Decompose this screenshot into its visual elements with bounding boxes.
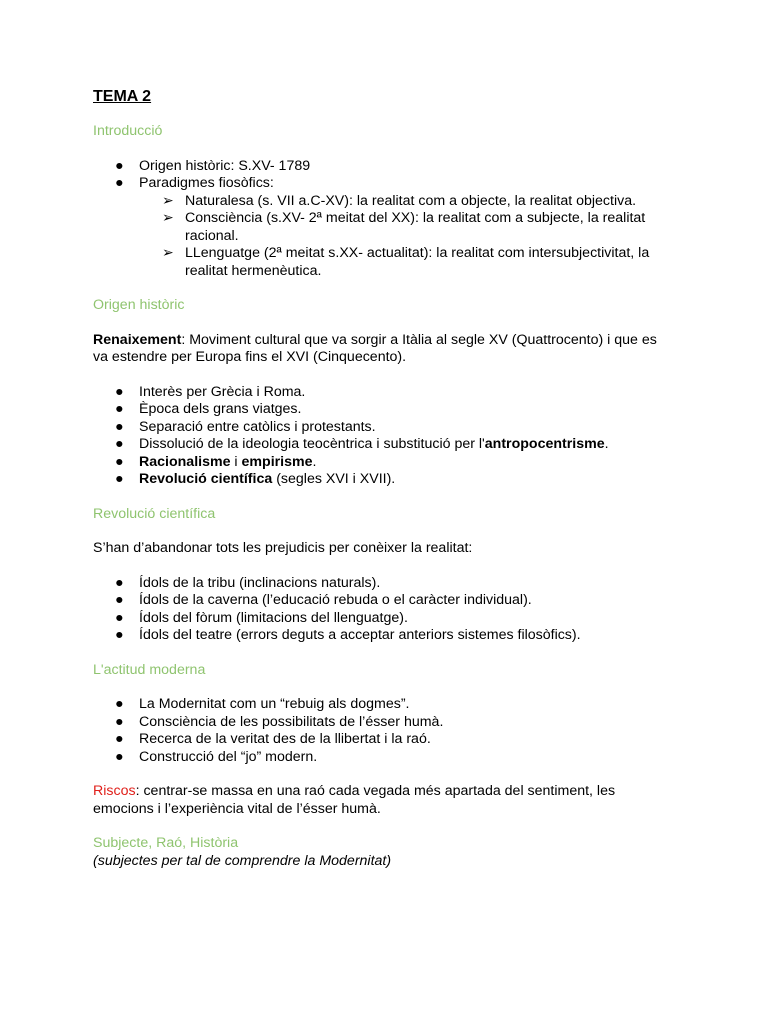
list-item-text: Ídols de la caverna (l’educació rebuda o el caràcter individual). (139, 592, 532, 608)
sublist-item-text: Consciència (s.XV- 2ª meitat del XX): la realitat com a subjecte, la realitat racional. (185, 210, 646, 244)
list-item (93, 471, 673, 489)
arrow-bullet-icon: ➢ (162, 245, 174, 261)
list-item (93, 454, 673, 472)
list-item-text-part: (segles XVI i XVII). (272, 471, 396, 487)
section-heading-introduccio: Introducció (93, 123, 163, 139)
bullet-icon: ● (115, 574, 124, 591)
antropocentrisme-term: antropocentrisme (484, 436, 605, 452)
list-item-text (139, 454, 316, 470)
sublist-item (139, 210, 673, 245)
document-title: TEMA 2 (93, 88, 152, 105)
section-heading-revolucio-cientifica: Revolució científica (93, 505, 216, 522)
list-item-text: Separació entre catòlics i protestants. (139, 418, 376, 435)
sublist-item (139, 245, 673, 280)
bullet-icon: ● (115, 401, 124, 417)
section-heading-origen-historic: Origen històric (93, 297, 185, 313)
list-item (93, 401, 673, 419)
paradigms-sublist (139, 193, 673, 281)
revolucio-cientifica-term: Revolució científica (139, 471, 273, 487)
list-item-text: Paradigmes fiosòfics: (139, 175, 274, 191)
bullet-icon: ● (115, 696, 124, 712)
bullet-icon: ● (115, 383, 124, 400)
actitud-list (93, 696, 673, 766)
list-item-text: La Modernitat com un “rebuig als dogmes”. (139, 696, 410, 712)
bullet-icon: ● (115, 592, 124, 608)
list-item (93, 627, 673, 645)
document-page (93, 87, 673, 870)
bullet-icon: ● (115, 436, 124, 452)
subjecte-note: (subjectes per tal de comprendre la Modernitat) (93, 852, 392, 869)
idols-list (93, 575, 673, 645)
list-item-text: Interès per Grècia i Roma. (139, 383, 306, 400)
riscos-text: : centrar-se massa en una raó cada vegada més apartada del sentiment, les emocions i l’experiència vital de l’ésser humà. (93, 783, 616, 817)
sublist-item-text: Naturalesa (s. VII a.C-XV): la realitat com a objecte, la realitat objectiva. (185, 192, 637, 209)
empirisme-term: empirisme (241, 453, 313, 470)
list-item-text: Època dels grans viatges. (139, 401, 302, 417)
list-item (93, 384, 673, 402)
arrow-bullet-icon: ➢ (162, 192, 174, 209)
list-item-text: Consciència de les possibilitats de l’ésser humà. (139, 713, 444, 730)
list-item-text-part: . (604, 436, 609, 452)
list-item (93, 158, 673, 176)
section-heading-subjecte-rao-historia: Subjecte, Raó, Història (93, 835, 239, 851)
revolucio-intro-paragraph: S’han d’abandonar tots les prejudicis per conèixer la realitat: (93, 540, 473, 556)
riscos-label: Riscos (93, 783, 136, 799)
renaixement-definition: : Moviment cultural que va sorgir a Itàlia al segle XV (Quattrocento) i que es va estendre per Europa fins el XVI (Cinquecento). (93, 331, 657, 365)
list-item-text: Ídols del fòrum (limitacions del llenguatge). (139, 609, 408, 626)
list-item-text: Construcció del “jo” modern. (139, 748, 318, 765)
intro-list (93, 158, 673, 281)
sublist-item-text: LLenguatge (2ª meitat s.XX- actualitat): la realitat com intersubjectivitat, la realitat hermenèutica. (185, 245, 650, 279)
list-item (93, 714, 673, 732)
origen-list (93, 384, 673, 489)
list-item (93, 610, 673, 628)
bullet-icon: ● (115, 418, 124, 435)
sublist-item (139, 193, 673, 211)
list-item-text-part: Dissolució de la ideologia teocèntrica i substitució per l' (139, 436, 485, 452)
bullet-icon: ● (115, 609, 124, 626)
bullet-icon: ● (115, 748, 124, 765)
list-item (93, 175, 673, 280)
riscos-paragraph (93, 783, 673, 818)
list-item-text: Origen històric: S.XV- 1789 (139, 157, 311, 174)
list-item (93, 749, 673, 767)
list-item-text-part: . (312, 453, 317, 470)
section-heading-actitud-moderna: L'actitud moderna (93, 661, 206, 678)
list-item (93, 436, 673, 454)
arrow-bullet-icon: ➢ (162, 210, 174, 226)
bullet-icon: ● (115, 627, 124, 643)
list-item-text: Recerca de la veritat des de la llibertat i la raó. (139, 731, 431, 747)
list-item (93, 731, 673, 749)
list-item (93, 419, 673, 437)
bullet-icon: ● (115, 471, 124, 487)
renaixement-term: Renaixement (93, 331, 182, 348)
list-item-text (139, 436, 609, 452)
list-item (93, 592, 673, 610)
renaixement-paragraph (93, 332, 673, 367)
bullet-icon: ● (115, 175, 124, 191)
bullet-icon: ● (115, 453, 124, 470)
list-item-text-part: i (230, 453, 242, 470)
list-item-text: Ídols del teatre (errors deguts a acceptar anteriors sistemes filosòfics). (139, 627, 581, 643)
list-item-text (139, 471, 395, 487)
racionalisme-term: Racionalisme (139, 453, 231, 470)
bullet-icon: ● (115, 713, 124, 730)
bullet-icon: ● (115, 157, 124, 174)
list-item (93, 575, 673, 593)
bullet-icon: ● (115, 731, 124, 747)
list-item-text: Ídols de la tribu (inclinacions naturals). (139, 574, 381, 591)
list-item (93, 696, 673, 714)
